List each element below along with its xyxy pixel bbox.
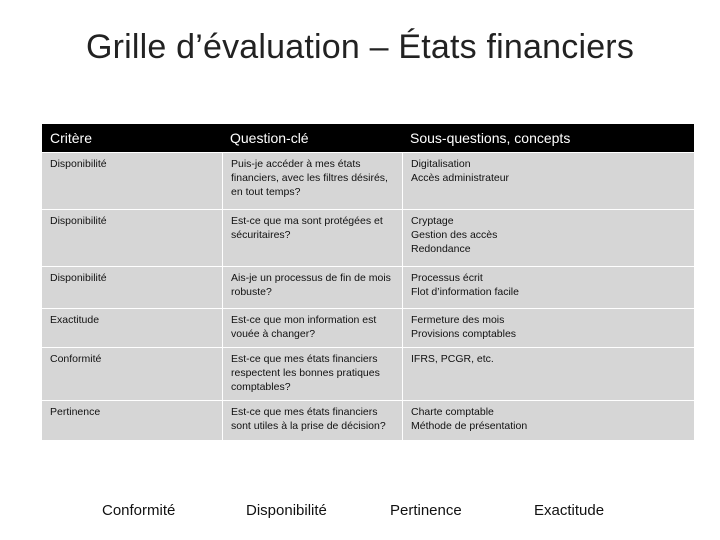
question-line: robuste? (231, 286, 272, 298)
cell-question (222, 152, 402, 209)
cell-concepts (402, 266, 694, 308)
cell-critere: Pertinence (42, 400, 222, 440)
table-row (42, 308, 694, 347)
footer-label-conformite: Conformité (102, 502, 176, 519)
table-row (42, 209, 694, 266)
question-line: Est-ce que mes états financiers (231, 353, 378, 365)
cell-concepts (402, 347, 694, 400)
concept-line: Gestion des accès (411, 229, 498, 241)
question-line: Est-ce que ma sont protégées et (231, 215, 383, 227)
header-critere: Critère (42, 124, 222, 152)
slide-title: Grille d’évaluation – États financiers (85, 28, 635, 66)
footer-labels (0, 502, 720, 526)
question-line: Est-ce que mon information est (231, 314, 377, 326)
cell-critere: Exactitude (42, 308, 222, 347)
question-line: en tout temps? (231, 186, 301, 198)
concept-line: Digitalisation (411, 158, 471, 170)
question-line: sécuritaires? (231, 229, 291, 241)
cell-critere: Conformité (42, 347, 222, 400)
question-line: Ais-je un processus de fin de mois (231, 272, 391, 284)
cell-critere: Disponibilité (42, 152, 222, 209)
question-line: Est-ce que mes états financiers (231, 406, 378, 418)
cell-question (222, 209, 402, 266)
concept-line: Flot d’information facile (411, 286, 519, 298)
concept-line: Charte comptable (411, 406, 494, 418)
table-row (42, 400, 694, 440)
cell-question (222, 347, 402, 400)
cell-concepts (402, 152, 694, 209)
concept-line: IFRS, PCGR, etc. (411, 353, 494, 365)
cell-concepts (402, 209, 694, 266)
cell-question (222, 308, 402, 347)
cell-concepts (402, 308, 694, 347)
cell-concepts (402, 400, 694, 440)
concept-line: Méthode de présentation (411, 420, 528, 432)
concept-line: Provisions comptables (411, 328, 517, 340)
concept-line: Processus écrit (411, 272, 483, 284)
footer-label-disponibilite: Disponibilité (246, 502, 327, 519)
footer-label-exactitude: Exactitude (534, 502, 605, 519)
cell-question (222, 266, 402, 308)
header-sous-questions: Sous-questions, concepts (402, 124, 694, 152)
concept-line: Accès administrateur (411, 172, 510, 184)
table-row (42, 347, 694, 400)
evaluation-grid-table (42, 124, 694, 440)
table-row (42, 266, 694, 308)
cell-question (222, 400, 402, 440)
cell-critere: Disponibilité (42, 209, 222, 266)
table-row (42, 152, 694, 209)
header-question-cle: Question-clé (222, 124, 402, 152)
cell-critere: Disponibilité (42, 266, 222, 308)
concept-line: Redondance (411, 243, 471, 255)
question-line: sont utiles à la prise de décision? (231, 420, 386, 432)
concept-line: Cryptage (411, 215, 454, 227)
question-line: respectent les bonnes pratiques (231, 367, 380, 379)
footer-label-pertinence: Pertinence (390, 502, 462, 519)
concept-line: Fermeture des mois (411, 314, 505, 326)
question-line: vouée à changer? (231, 328, 316, 340)
question-line: comptables? (231, 381, 291, 393)
question-line: financiers, avec les filtres désirés, (231, 172, 388, 184)
question-line: Puis-je accéder à mes états (231, 158, 361, 170)
table-header-row (42, 124, 694, 152)
